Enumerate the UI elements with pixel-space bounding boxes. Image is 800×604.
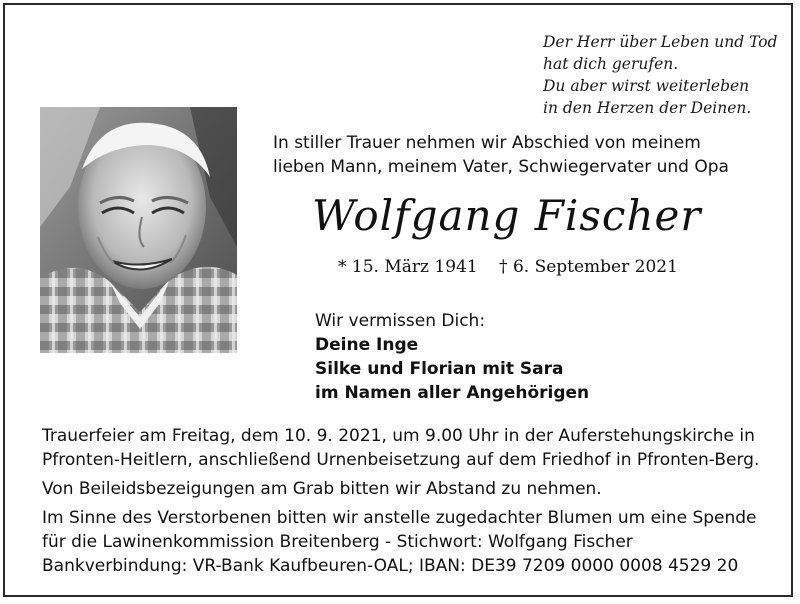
donation-line: für die Lawinenkommission Breitenberg - Stichwort: Wolfgang Fischer: [42, 532, 633, 552]
mourner-name: im Namen aller Angehörigen: [315, 383, 590, 403]
intro-line: lieben Mann, meinem Vater, Schwiegervater und Opa: [273, 157, 729, 177]
mourner-name: Deine Inge: [315, 335, 419, 355]
condolence-line: Von Beileidsbezeigungen am Grab bitten wir Abstand zu nehmen.: [42, 479, 602, 499]
verse-line: Der Herr über Leben und Tod: [543, 33, 778, 51]
mourners-block: [315, 309, 589, 405]
death-date: † 6. September 2021: [499, 257, 678, 277]
verse-line: hat dich gerufen.: [543, 55, 679, 73]
intro-line: In stiller Trauer nehmen wir Abschied von meinem: [273, 133, 701, 153]
deceased-name: Wolfgang Fischer: [312, 191, 702, 240]
verse-line: in den Herzen der Deinen.: [543, 99, 752, 117]
funeral-notice: [42, 424, 759, 472]
funeral-line: Trauerfeier am Freitag, dem 10. 9. 2021, um 9.00 Uhr in der Auferstehungskirche in: [42, 426, 755, 446]
donation-line: Im Sinne des Verstorbenen bitten wir anstelle zugedachter Blumen um eine Spende: [42, 508, 757, 528]
mourners-intro: Wir vermissen Dich:: [315, 311, 486, 331]
verse-line: Du aber wirst weiterleben: [543, 77, 750, 95]
portrait-image: [40, 107, 237, 353]
funeral-line: Pfronten-Heitlern, anschließend Urnenbeisetzung auf dem Friedhof in Pfronten-Berg.: [42, 450, 760, 470]
donation-notice: [42, 506, 757, 578]
birth-date: * 15. März 1941: [338, 257, 478, 277]
life-dates: [338, 257, 694, 277]
condolence-notice: [42, 477, 602, 501]
intro-text: [273, 131, 729, 179]
memorial-verse: [543, 31, 777, 119]
deceased-portrait-photo: [40, 107, 237, 353]
mourner-name: Silke und Florian mit Sara: [315, 359, 564, 379]
bank-details: Bankverbindung: VR-Bank Kaufbeuren-OAL; IBAN: DE39 7209 0000 0008 4529 20: [42, 556, 739, 576]
